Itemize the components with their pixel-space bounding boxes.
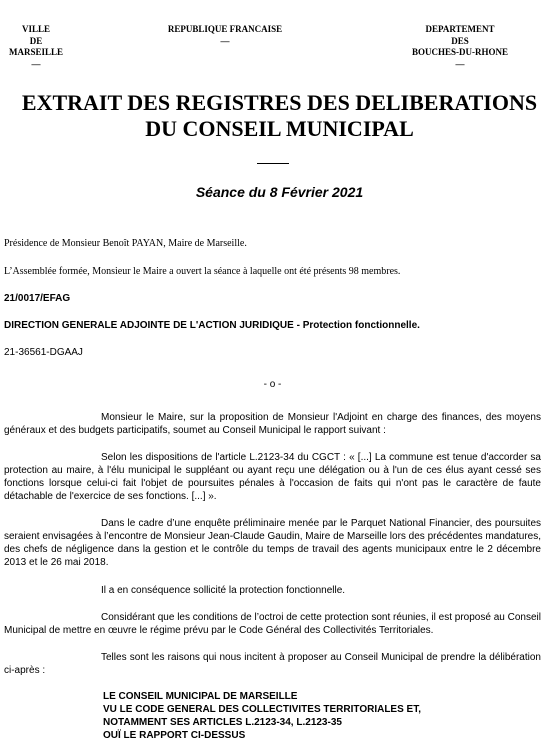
header-ville-line: VILLE (21, 24, 50, 34)
title-divider (257, 163, 289, 164)
header-ville (0, 24, 72, 70)
decision-line: LE CONSEIL MUNICIPAL DE MARSEILLE (103, 691, 298, 702)
header-dash: — (220, 35, 230, 46)
paragraph-raisons: Telles sont les raisons qui nous incitent à proposer au Conseil Municipal de prendre la délibération ci-après : (4, 652, 541, 676)
paragraph-sollicitation: Il a en conséquence sollicité la protection fonctionnelle. (101, 585, 346, 596)
header-ville-line: MARSEILLE (8, 47, 63, 57)
header-ville-line: DE (29, 35, 43, 46)
header-republique (150, 24, 300, 47)
decision-line: NOTAMMENT SES ARTICLES L.2123-34, L.2123-35 (103, 717, 342, 728)
presidence-line: Présidence de Monsieur Benoît PAYAN, Maire de Marseille. (4, 238, 247, 249)
header-republique-line: REPUBLIQUE FRANCAISE (167, 24, 283, 34)
header-departement-line: DEPARTEMENT (425, 24, 495, 34)
paragraph-considerant: Considérant que les conditions de l’octroi de cette protection sont réunies, il est proposé au Conseil Municipal de mettre en œuvre le régime prévu par le Code Général des Collectivités Territoriales. (4, 612, 541, 636)
header-departement-line: BOUCHES-DU-RHONE (411, 47, 508, 57)
paragraph-enquete: Dans le cadre d’une enquête préliminaire menée par le Parquet National Financier, des poursuites seraient envisagées à l’encontre de Monsieur Jean-Claude Gaudin, Maire de Marseille lors des précédentes mandatures, des chefs de négligence dans la gestion et le contrôle du temps de travail des agents municipaux entre le 2 décembre 2013 et le 26 mai 2018. (4, 518, 541, 568)
seance-date: Séance du 8 Février 2021 (195, 184, 364, 200)
header-dash: — (31, 58, 41, 69)
document-title-line-2: DU CONSEIL MUNICIPAL (145, 116, 414, 141)
header-departement-line: DES (451, 35, 469, 46)
decision-block (103, 690, 421, 742)
direction-title: DIRECTION GENERALE ADJOINTE DE L'ACTION JURIDIQUE - Protection fonctionnelle. (4, 320, 420, 331)
document-title-line-1: EXTRAIT DES REGISTRES DES DELIBERATIONS (21, 90, 538, 115)
decision-line: OUÏ LE RAPPORT CI-DESSUS (103, 730, 246, 741)
assemblee-line: L’Assemblée formée, Monsieur le Maire a ouvert la séance à laquelle ont été présents 98 membres. (4, 266, 401, 277)
decision-line: VU LE CODE GENERAL DES COLLECTIVITES TERRITORIALES ET, (103, 704, 421, 715)
paragraph-rapport: Monsieur le Maire, sur la proposition de Monsieur l'Adjoint en charge des finances, des moyens généraux et des budgets participatifs, soumet au Conseil Municipal le rapport suivant : (4, 412, 541, 436)
paragraph-article: Selon les dispositions de l'article L.2123-34 du CGCT : « [...] La commune est tenue d'accorder sa protection au maire, à l'élu municipal le suppléant ou ayant reçu une délégation ou à l'un de ces élus ayant cessé ses fonctions lorsque celui-ci fait l'objet de poursuites pénales à l'occasion de faits qui n'ont pas le caractère de faute détachable de l'exercice de ses fonctions. [...] ». (4, 452, 541, 502)
header-departement (395, 24, 525, 70)
separator: - o - (263, 379, 282, 390)
header-dash: — (455, 58, 465, 69)
dossier-code: 21-36561-DGAAJ (4, 347, 83, 358)
deliberation-reference: 21/0017/EFAG (4, 293, 71, 304)
document-title (0, 90, 559, 142)
